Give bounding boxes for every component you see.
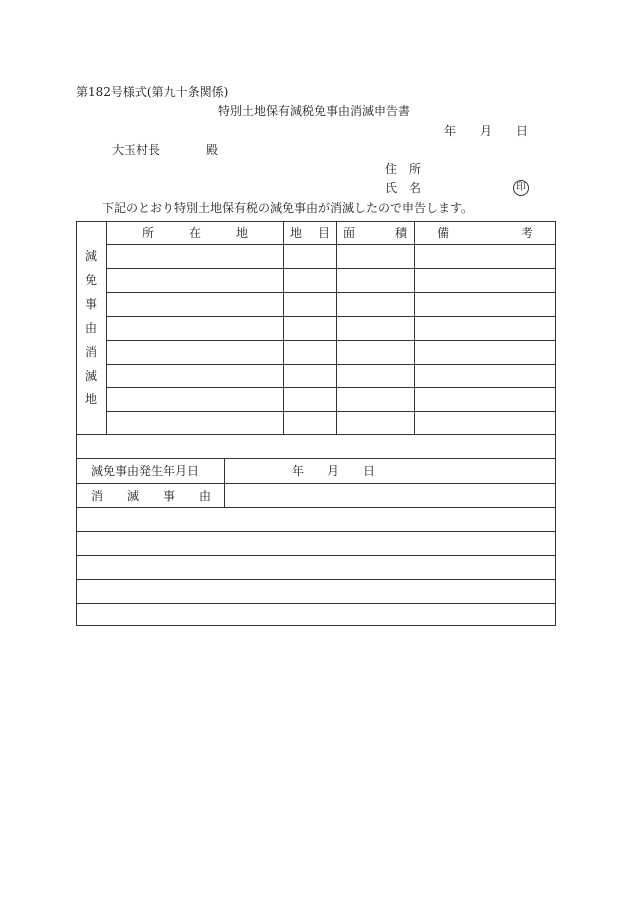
date-year-label: 年 — [444, 124, 457, 138]
header-area-2: 積 — [395, 226, 408, 240]
hline-occurrence-top — [76, 458, 556, 459]
hline-row-4 — [106, 340, 556, 341]
addressee: 大玉村長 — [112, 143, 161, 157]
hline-header-bottom — [106, 244, 556, 245]
occurrence-year: 年 — [292, 464, 305, 478]
hline-row-3 — [106, 316, 556, 317]
hline-row-2 — [106, 292, 556, 293]
date-day-label: 日 — [516, 124, 529, 138]
hline-line-3 — [76, 579, 556, 580]
header-remarks-1: 備 — [437, 226, 450, 240]
occurrence-day: 日 — [363, 464, 376, 478]
header-location-2: 在 — [189, 226, 202, 240]
row-label-char-2: 免 — [84, 273, 97, 287]
hline-row-5 — [106, 364, 556, 365]
document-title: 特別土地保有減税免事由消滅申告書 — [218, 104, 411, 118]
reason-label-1: 消 — [91, 489, 104, 503]
name-label-1: 氏 — [385, 181, 398, 195]
header-category-1: 地 — [290, 226, 303, 240]
statement: 下記のとおり特別土地保有税の減免事由が消滅したので申告します。 — [102, 201, 474, 215]
hline-reason-top — [76, 483, 556, 484]
address-label-2: 所 — [409, 162, 422, 176]
reason-label-2: 滅 — [127, 489, 140, 503]
hline-row-7 — [106, 411, 556, 412]
vline-occurrence-label — [224, 458, 225, 507]
form-number: 第182号様式(第九十条関係) — [76, 85, 229, 99]
vline-location-col — [283, 221, 284, 434]
reason-label-4: 由 — [199, 489, 212, 503]
name-label-2: 名 — [409, 181, 422, 195]
address-label-1: 住 — [385, 162, 398, 176]
row-label-char-4: 由 — [84, 321, 97, 335]
hline-line-4 — [76, 603, 556, 604]
occurrence-month: 月 — [327, 464, 340, 478]
date-month-label: 月 — [480, 124, 493, 138]
header-location-1: 所 — [142, 226, 155, 240]
header-category-2: 目 — [318, 226, 331, 240]
hline-line-2 — [76, 555, 556, 556]
seal-mark: 印 — [513, 180, 529, 196]
row-label-char-5: 消 — [84, 345, 97, 359]
row-label-char-3: 事 — [84, 297, 97, 311]
hline-section-end — [76, 434, 556, 435]
vline-label-col — [106, 221, 107, 434]
row-label-char-6: 滅 — [84, 369, 97, 383]
header-location-3: 地 — [236, 226, 249, 240]
row-label-char-1: 減 — [84, 249, 97, 263]
reason-label-3: 事 — [163, 489, 176, 503]
hline-row-6 — [106, 387, 556, 388]
header-remarks-2: 考 — [521, 226, 534, 240]
header-area-1: 面 — [343, 226, 356, 240]
hline-reason-bottom — [76, 507, 556, 508]
occurrence-label: 減免事由発生年月日 — [91, 464, 200, 478]
hline-line-1 — [76, 531, 556, 532]
vline-area-col — [414, 221, 415, 434]
honorific: 殿 — [206, 143, 219, 157]
vline-category-col — [336, 221, 337, 434]
hline-row-1 — [106, 268, 556, 269]
row-label-char-7: 地 — [84, 392, 97, 406]
declaration-table — [76, 221, 556, 626]
